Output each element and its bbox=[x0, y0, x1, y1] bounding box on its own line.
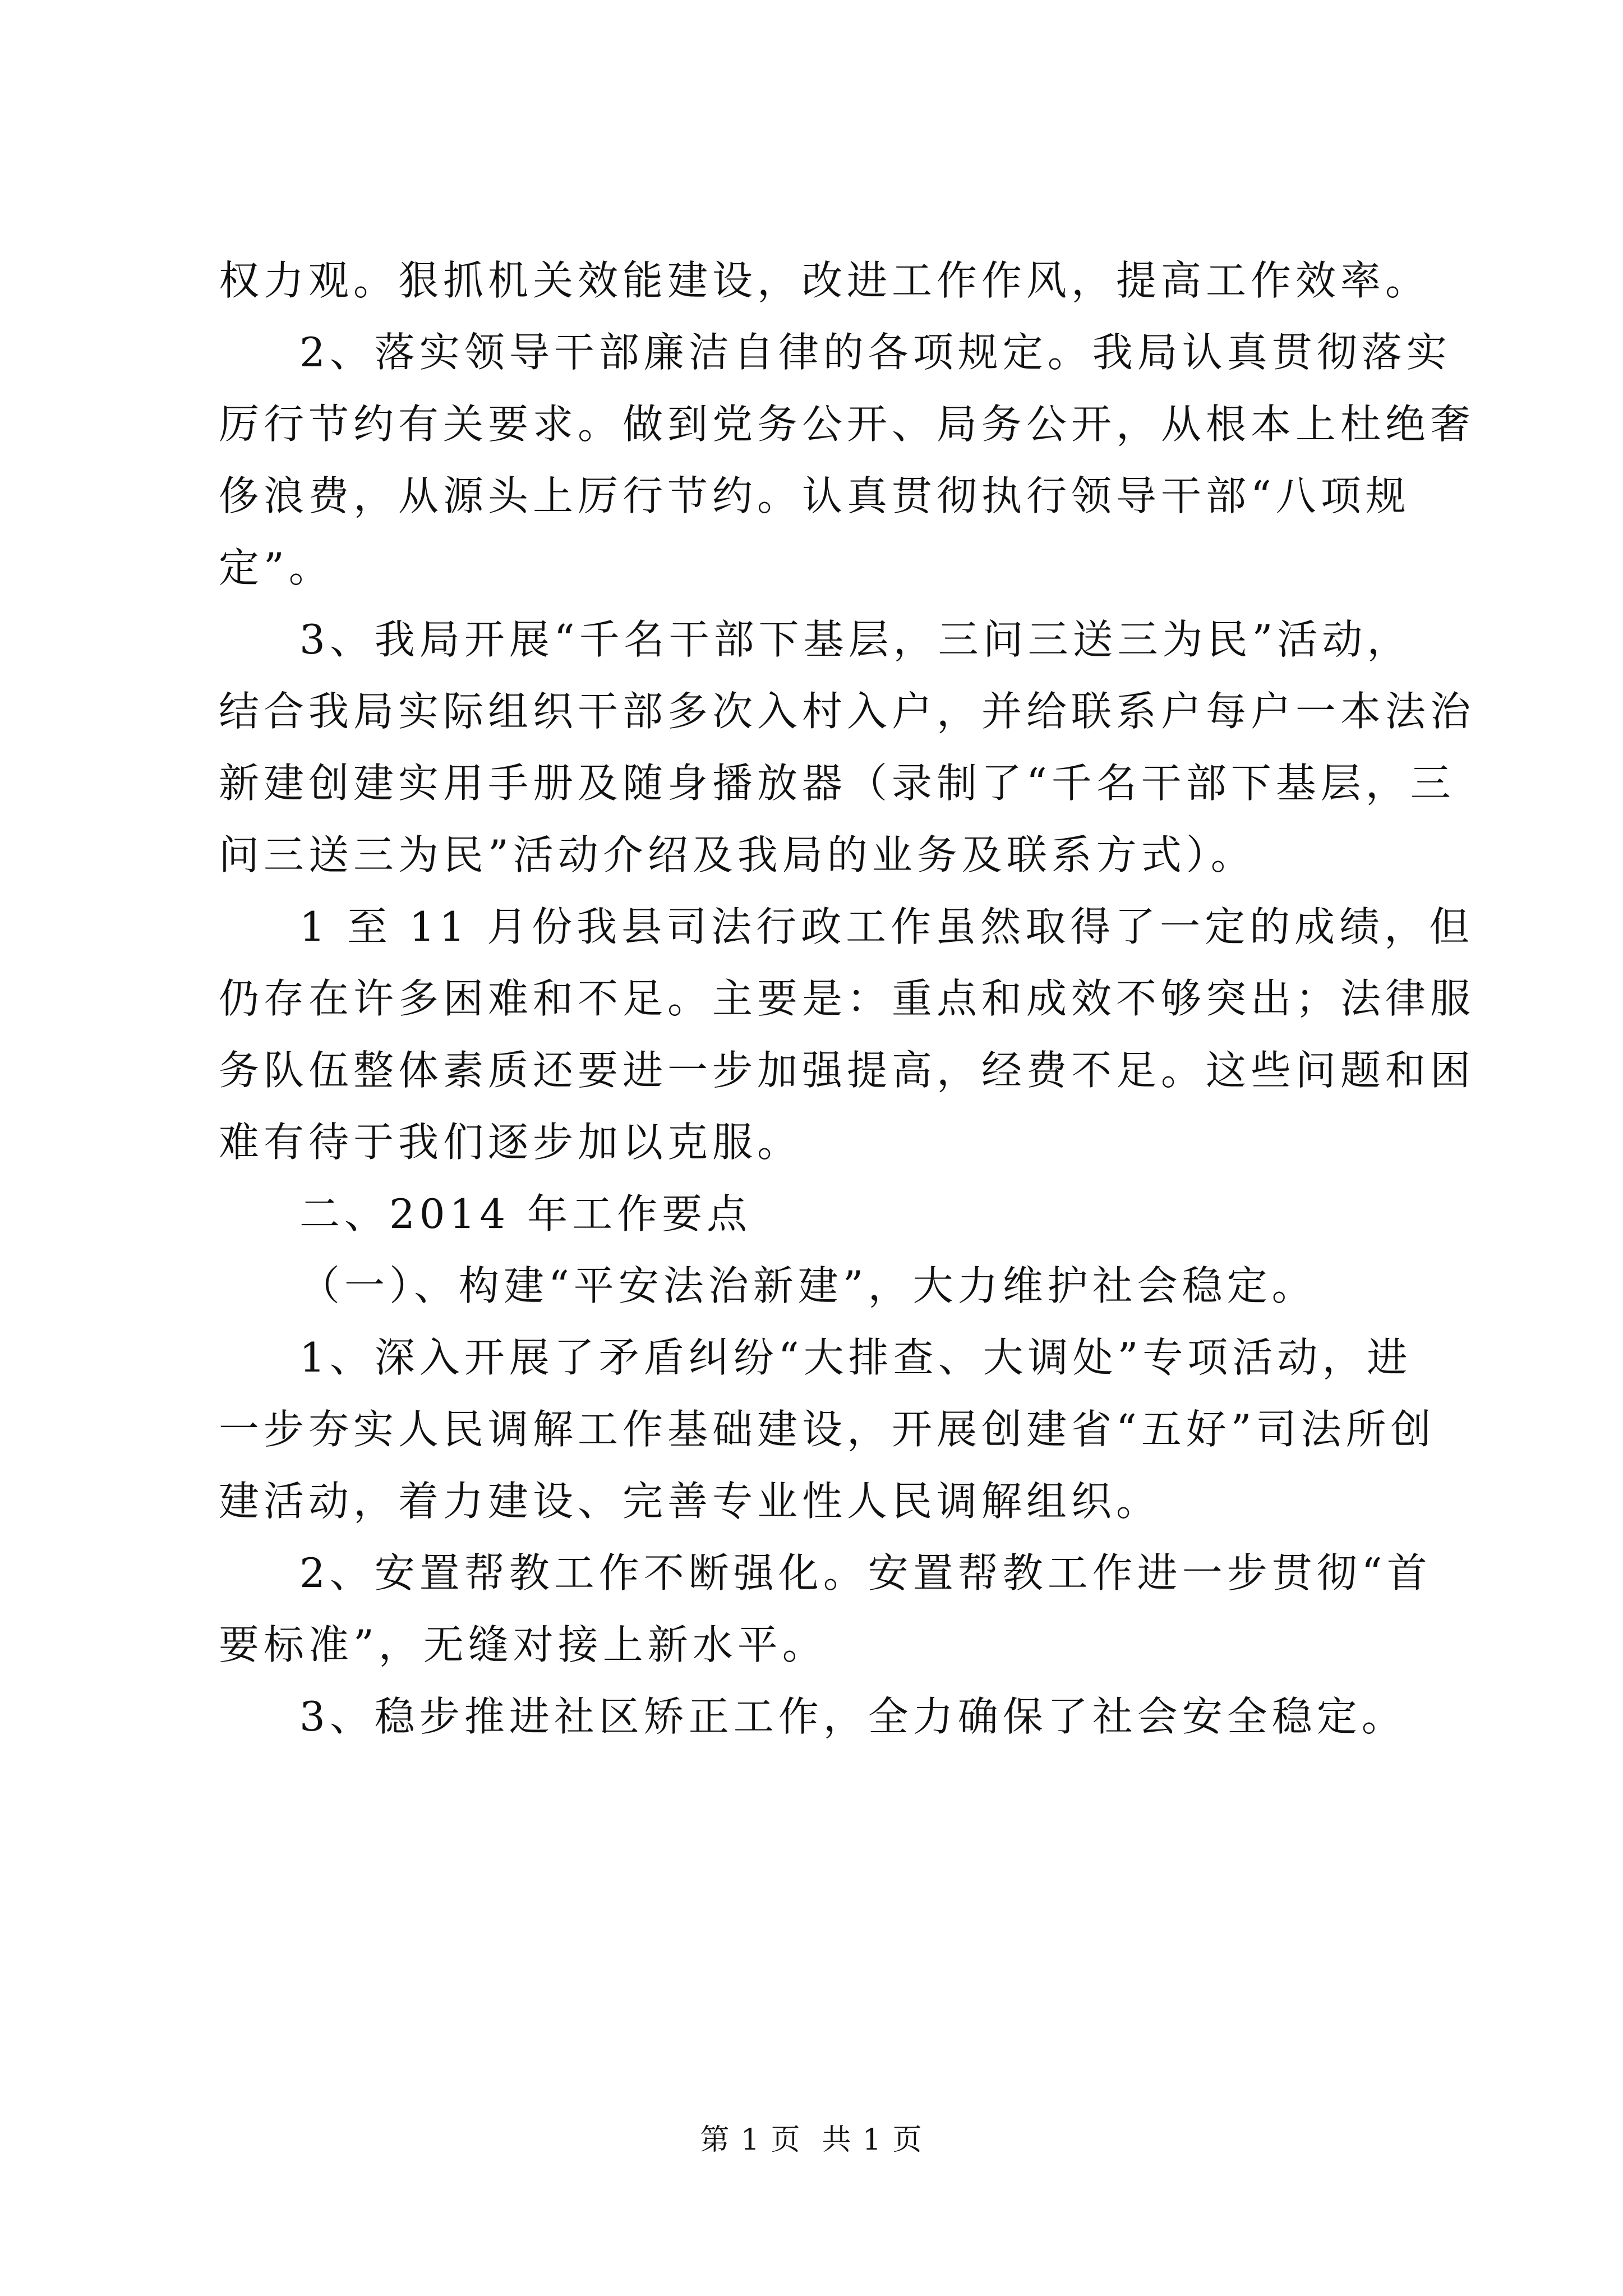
text-line: 建活动，着力建设、完善专业性人民调解组织。 bbox=[219, 1478, 1161, 1525]
text-line: 厉行节约有关要求。做到党务公开、局务公开，从根本上杜绝奢 bbox=[219, 401, 1476, 448]
text-line: 1、深入开展了矛盾纠纷“大排查、大调处”专项活动，进 bbox=[299, 1334, 1412, 1381]
text-line: 2、落实领导干部廉洁自律的各项规定。我局认真贯彻落实 bbox=[299, 329, 1451, 376]
text-line: 3、我局开展“千名干部下基层，三问三送三为民”活动， bbox=[299, 616, 1412, 663]
page-number-footer: 第 1 页 共 1 页 bbox=[700, 2123, 923, 2157]
text-line: 侈浪费，从源头上厉行节约。认真贯彻执行领导干部“八项规 bbox=[219, 472, 1410, 519]
section-heading: 二、2014 年工作要点 bbox=[299, 1190, 752, 1237]
text-line: 务队伍整体素质还要进一步加强提高，经费不足。这些问题和困 bbox=[219, 1047, 1476, 1094]
text-line: 3、稳步推进社区矫正工作，全力确保了社会安全稳定。 bbox=[299, 1693, 1407, 1740]
text-line: 仍存在许多困难和不足。主要是：重点和成效不够突出；法律服 bbox=[219, 975, 1476, 1022]
text-line: 问三送三为民”活动介绍及我局的业务及联系方式）。 bbox=[219, 831, 1256, 878]
text-line: 定”。 bbox=[219, 544, 334, 591]
text-line: 2、安置帮教工作不断强化。安置帮教工作进一步贯彻“首 bbox=[299, 1549, 1432, 1596]
text-line: 要标准”，无缝对接上新水平。 bbox=[219, 1621, 827, 1668]
text-line: 权力观。狠抓机关效能建设，改进工作作风，提高工作效率。 bbox=[219, 257, 1431, 304]
text-line: 难有待于我们逐步加以克服。 bbox=[219, 1119, 803, 1166]
text-line: 结合我局实际组织干部多次入村入户，并给联系户每户一本法治 bbox=[219, 688, 1476, 735]
text-line: 新建创建实用手册及随身播放器（录制了“千名干部下基层，三 bbox=[219, 760, 1455, 807]
text-line: 1 至 11 月份我县司法行政工作虽然取得了一定的成绩，但 bbox=[299, 903, 1474, 950]
subsection-heading: （一）、构建“平安法治新建”，大力维护社会稳定。 bbox=[299, 1262, 1317, 1309]
text-line: 一步夯实人民调解工作基础建设，开展创建省“五好”司法所创 bbox=[219, 1406, 1436, 1453]
